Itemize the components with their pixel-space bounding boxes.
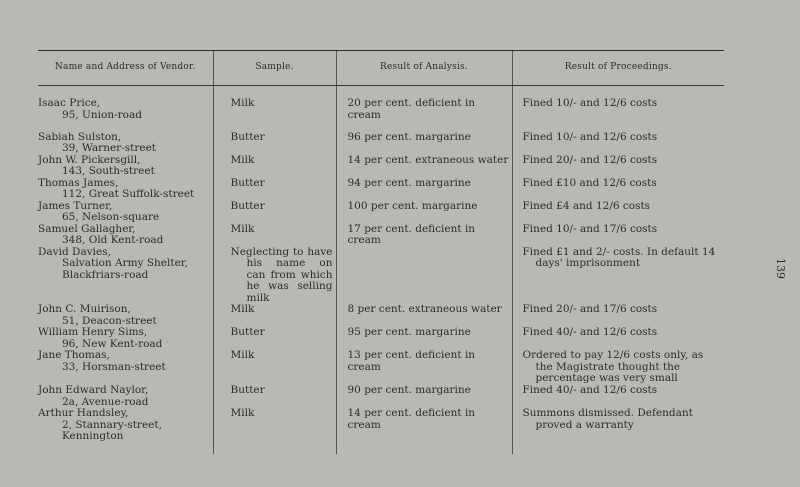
page-number: 139 [774,258,787,279]
proceedings-cell: Fined £10 and 12/6 costs [512,178,724,201]
table-row [38,201,724,224]
proceedings-cell: Fined 40/- and 12/6 costs [512,327,724,350]
sample-cell: Butter [213,327,336,350]
sample-cell: Milk [213,224,336,247]
vendor-cell: David Davies, Salvation Army Shelter, Blackfriars-road [38,245,188,281]
table-row [38,408,724,454]
proceedings-cell: Ordered to pay 12/6 costs only, as the Magistrate thought the percentage was very small [522,349,704,384]
sample-cell: Milk [213,304,336,327]
table-row [38,132,724,155]
header-sample: Sample. [213,51,336,86]
vendor-cell: John Edward Naylor, 2a, Avenue-road [38,384,149,408]
table-row [38,86,724,132]
vendor-cell: Isaac Price, 95, Union-road [38,97,142,121]
table-row [38,304,724,327]
vendor-cell: James Turner, 65, Nelson-square [38,199,160,223]
table-row [38,350,724,385]
vendor-cell: Jane Thomas, 33, Horsman-street [38,349,166,373]
vendor-cell: John C. Muirison, 51, Deacon-street [38,303,157,327]
vendor-cell: Thomas James, 112, Great Suffolk-street [38,176,195,200]
analysis-cell: 8 per cent. extraneous water [336,304,512,327]
sample-cell: Butter [213,385,336,408]
analysis-cell: 20 per cent. deficient in cream [336,86,512,132]
sample-cell: Butter [213,132,336,155]
vendor-proceedings-table [38,50,724,454]
table-row [38,178,724,201]
table-body [38,86,724,455]
analysis-cell: 95 per cent. margarine [336,327,512,350]
analysis-cell [336,247,512,305]
vendor-cell: William Henry Sims, 96, New Kent-road [38,326,163,350]
proceedings-cell: Fined 10/- and 12/6 costs [512,86,724,132]
table-row [38,224,724,247]
sample-cell: Butter [213,201,336,224]
vendor-cell: Arthur Handsley, 2, Stannary-street, Kennington [38,407,162,442]
analysis-cell: 17 per cent. deficient in cream [336,224,512,247]
header-proceedings: Result of Proceedings. [512,51,724,86]
analysis-cell: 100 per cent. margarine [336,201,512,224]
proceedings-cell: Fined 10/- and 12/6 costs [512,132,724,155]
proceedings-cell: Fined £1 and 2/- costs. In default 14 days' imprisonment [522,245,716,269]
analysis-cell: 13 per cent. deficient in cream [336,350,512,385]
analysis-cell: 14 per cent. deficient in cream [336,408,512,454]
sample-cell: Milk [213,155,336,178]
vendor-cell: Sabiah Sulston, 39, Warner-street [38,130,157,154]
proceedings-cell: Fined 20/- and 12/6 costs [512,155,724,178]
vendor-cell: Samuel Gallagher, 348, Old Kent-road [38,222,164,246]
analysis-cell: 96 per cent. margarine [336,132,512,155]
header-analysis: Result of Analysis. [336,51,512,86]
proceedings-cell: Fined 10/- and 17/6 costs [512,224,724,247]
analysis-cell: 90 per cent. margarine [336,385,512,408]
table-row [38,155,724,178]
sample-cell: Butter [213,178,336,201]
table-row [38,385,724,408]
analysis-cell: 94 per cent. margarine [336,178,512,201]
proceedings-cell: Fined £4 and 12/6 costs [512,201,724,224]
header-vendor: Name and Address of Vendor. [38,51,213,86]
sample-cell: Neglecting to have his name on can from which he was selling milk [230,245,333,304]
table-row [38,327,724,350]
table-row [38,247,724,305]
proceedings-cell: Summons dismissed. Defendant proved a warranty [522,407,693,431]
analysis-cell: 14 per cent. extraneous water [336,155,512,178]
sample-cell: Milk [213,86,336,132]
sample-cell: Milk [213,350,336,385]
sample-cell: Milk [213,408,336,454]
table-header [38,51,724,86]
proceedings-cell: Fined 40/- and 12/6 costs [512,385,724,408]
vendor-cell: John W. Pickersgill, 143, South-street [38,153,155,177]
proceedings-cell: Fined 20/- and 17/6 costs [512,304,724,327]
